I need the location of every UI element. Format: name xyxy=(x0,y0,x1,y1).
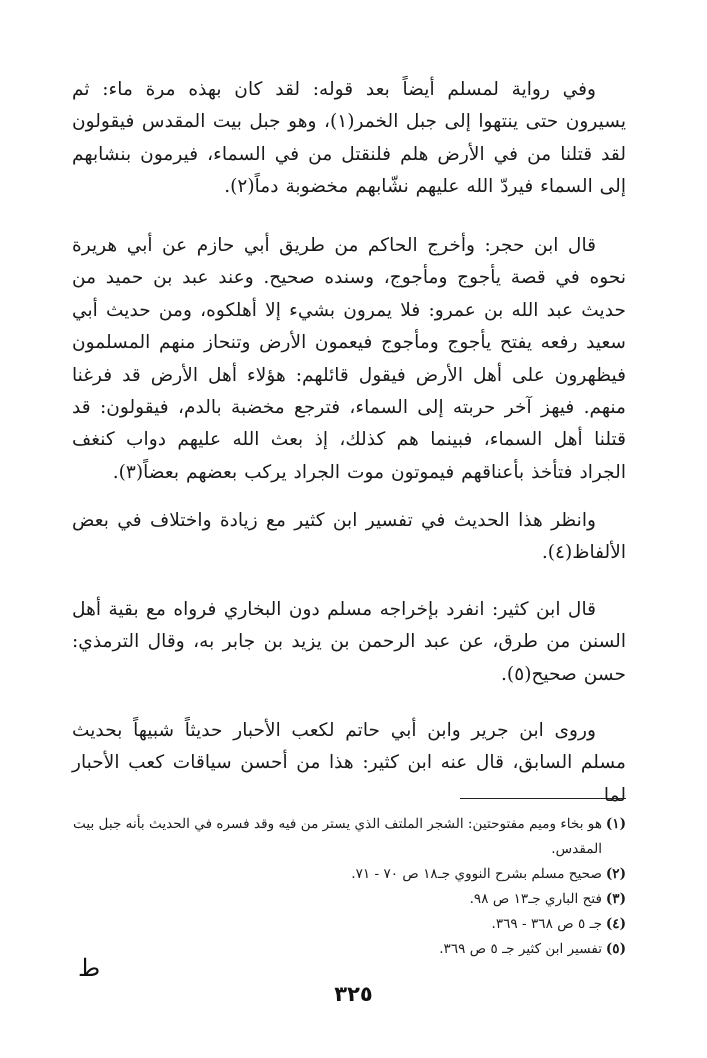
footnote-text: هو بخاء وميم مفتوحتين: الشجر الملتف الذي يستر من فيه وقد فسره في الحديث بأنه جبل بيت المقدس. xyxy=(73,816,602,857)
footnote-3 xyxy=(72,887,626,912)
footnote-4 xyxy=(72,912,626,937)
footnote-text: جـ ٥ ص ٣٦٨ - ٣٦٩. xyxy=(491,916,602,932)
footnote-text: صحيح مسلم بشرح النووي جـ١٨ ص ٧٠ - ٧١. xyxy=(351,866,602,882)
paragraph-1: وفي رواية لمسلم أيضاً بعد قوله: لقد كان بهذه مرة ماء: ثم يسيرون حتى ينتهوا إلى جبل الخمر(١)، وهو جبل بيت المقدس فيقولون لقد قتلنا من في الأرض هلم فلنقتل من في السماء، فيرمون بنشابهم إلى السماء فيردّ الله عليهم نشّابهم مخضوبة دماً(٢). xyxy=(72,79,626,198)
page-number: ٣٢٥ xyxy=(334,982,373,1006)
footnote-divider xyxy=(460,798,626,799)
footnote-text: تفسير ابن كثير جـ ٥ ص ٣٦٩. xyxy=(439,941,602,957)
paragraph-4: قال ابن كثير: انفرد بإخراجه مسلم دون البخاري فرواه مع بقية أهل السنن من طرق، عن عبد الرحمن بن يزيد بن جابر به، وقال الترمذي: حسن صحيح(٥). xyxy=(72,599,626,685)
book-page xyxy=(72,0,626,1058)
footnote-number: (٥) xyxy=(605,941,626,957)
paragraph-5: وروى ابن جرير وابن أبي حاتم لكعب الأحبار حديثاً شبيهاً بحديث مسلم السابق، قال عنه ابن كثير: هذا من أحسن سياقات كعب الأحبار لما xyxy=(72,720,626,806)
footnote-2 xyxy=(72,862,626,887)
signature-mark: ط xyxy=(78,954,101,982)
footnote-5 xyxy=(72,937,626,962)
footnote-number: (٤) xyxy=(605,916,626,932)
footnote-number: (٢) xyxy=(605,866,626,882)
paragraph-2: قال ابن حجر: وأخرج الحاكم من طريق أبي حازم عن أبي هريرة نحوه في قصة يأجوج ومأجوج، وسنده صحيح. وعند عبد بن حميد من حديث عبد الله بن عمرو: فلا يمرون بشيء إلا أهلكوه، ومن حديث أبي سعيد رفعه يفتح يأجوج ومأجوج فيعمون الأرض وتنحاز منهم المسلمون فيظهرون على أهل الأرض فيقول قائلهم: هؤلاء أهل الأرض قد فرغنا منهم. فيهز آخر حربته إلى السماء، فترجع مخضبة بالدم، فيقولون: قد قتلنا أهل السماء، فبينما هم كذلك، إذ بعث الله عليهم دواب كنغف الجراد فتأخذ بأعناقهم فيموتون موت الجراد يركب بعضهم بعضاً(٣). xyxy=(72,235,626,483)
footnotes xyxy=(72,812,626,962)
footnote-number: (١) xyxy=(605,816,626,832)
footnote-text: فتح الباري جـ١٣ ص ٩٨. xyxy=(469,891,602,907)
paragraph-3: وانظر هذا الحديث في تفسير ابن كثير مع زيادة واختلاف في بعض الألفاظ(٤). xyxy=(72,510,626,564)
footnote-number: (٣) xyxy=(605,891,626,907)
footnote-1 xyxy=(72,812,626,862)
